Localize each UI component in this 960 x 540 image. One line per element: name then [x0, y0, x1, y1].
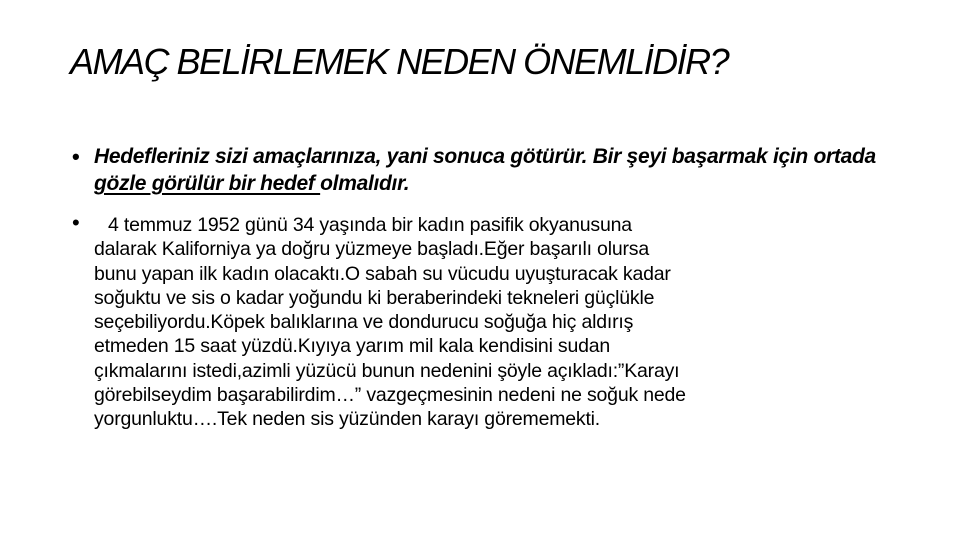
story-line: yorgunluktu….Tek neden sis yüzünden karayı görememekti.: [94, 408, 601, 431]
story-line: çıkmalarını istedi,azimli yüzücü bunun nedenini şöyle açıkladı:”Karayı: [94, 359, 680, 382]
story-line: 4 temmuz 1952 günü 34 yaşında bir kadın pasifik okyanusuna: [108, 214, 632, 236]
bullet-list: [70, 143, 900, 432]
story-line: etmeden 15 saat yüzdü.Kıyıya yarım mil kala kendisini sudan: [94, 335, 611, 358]
story-line: görebilseydim başarabilirdim…” vazgeçmesinin nedeni ne soğuk nede: [94, 384, 686, 407]
bullet-item-goals: [70, 143, 900, 197]
bullet-text-part1: Hedefleriniz sizi amaçlarınıza, yani sonuca götürür. Bir şeyi başarmak için ortada: [94, 145, 876, 168]
bullet-dot-icon: •: [72, 210, 80, 235]
story-line: seçebiliyordu.Köpek balıklarına ve dondurucu soğuğa hiç aldırış: [94, 311, 634, 334]
story-line: dalarak Kaliforniya ya doğru yüzmeye başladı.Eğer başarılı olursa: [94, 238, 649, 261]
slide-title: AMAÇ BELİRLEMEK NEDEN ÖNEMLİDİR?: [70, 41, 729, 82]
bullet-dot-icon: •: [72, 144, 80, 169]
bullet-text-part2: olmalıdır.: [320, 172, 410, 195]
story-line: soğuktu ve sis o kadar yoğundu ki beraberindeki tekneleri güçlükle: [94, 286, 655, 309]
bullet-text-underlined: gözle görülür bir hedef: [94, 172, 321, 195]
bullet-item-story: [70, 210, 900, 432]
story-line: bunu yapan ilk kadın olacaktı.O sabah su vücudu uyuşturacak kadar: [94, 262, 671, 285]
